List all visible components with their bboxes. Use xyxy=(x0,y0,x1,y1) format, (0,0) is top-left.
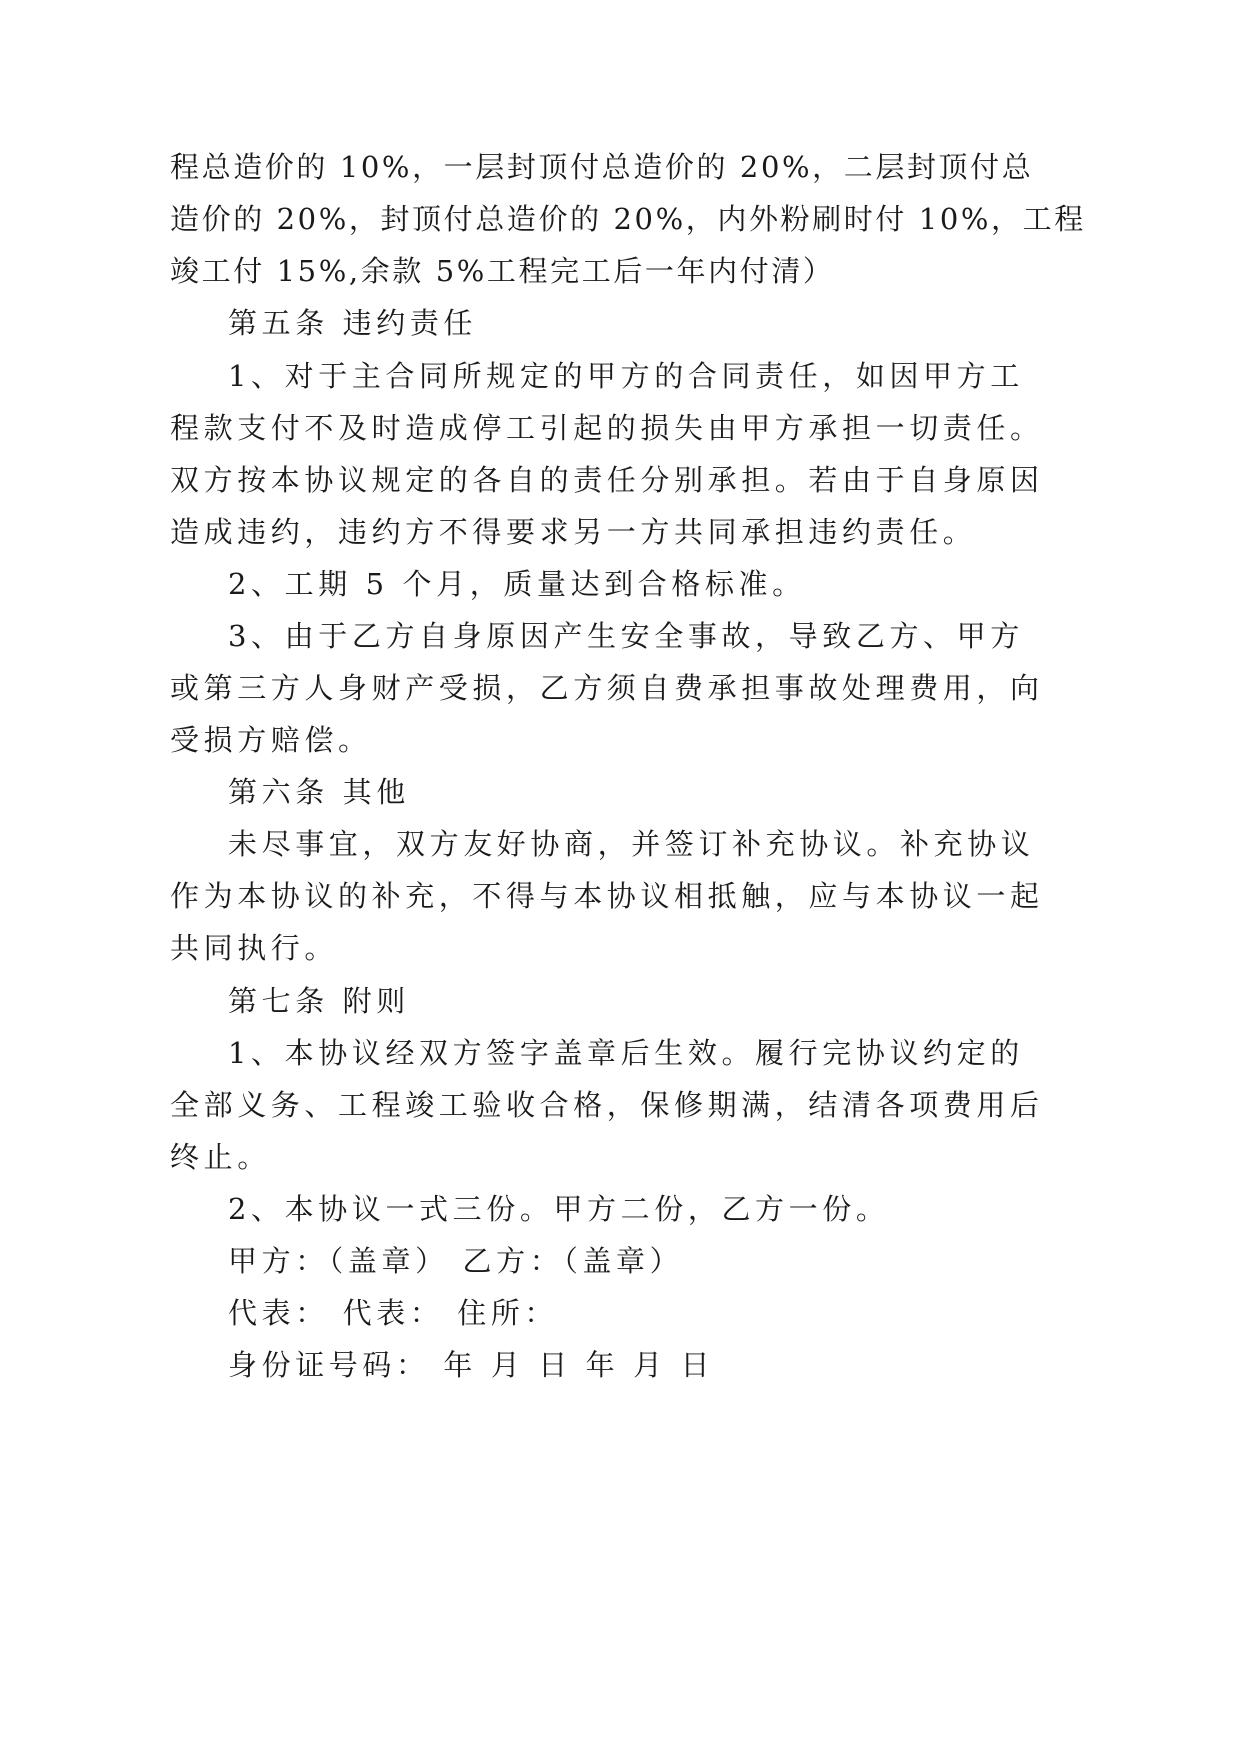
text-line: 造成违约，违约方不得要求另一方共同承担违约责任。 xyxy=(170,515,977,549)
signature-line: 代表： 代表： 住所： xyxy=(228,1296,559,1330)
text-line: 2、本协议一式三份。甲方二份，乙方一份。 xyxy=(228,1192,890,1226)
text-line: 竣工付 15%,余款 5%工程完工后一年内付清） xyxy=(170,254,835,288)
text-line: 全部义务、工程竣工验收合格，保修期满，结清各项费用后 xyxy=(170,1088,1044,1122)
text-line: 造价的 20%，封顶付总造价的 20%，内外粉刷时付 10%，工程 xyxy=(170,202,1086,236)
text-line: 受损方赔偿。 xyxy=(170,723,372,757)
section-heading: 第五条 违约责任 xyxy=(228,306,478,340)
section-heading: 第七条 附则 xyxy=(228,984,410,1018)
text-line: 2、工期 5 个月，质量达到合格标准。 xyxy=(228,567,806,601)
text-line: 程总造价的 10%，一层封顶付总造价的 20%，二层封顶付总 xyxy=(170,150,1034,184)
text-line: 或第三方人身财产受损，乙方须自费承担事故处理费用，向 xyxy=(170,671,1044,705)
text-line: 作为本协议的补充，不得与本协议相抵触，应与本协议一起 xyxy=(170,879,1044,913)
text-line: 共同执行。 xyxy=(170,931,339,965)
signature-line: 甲方：（盖章） 乙方：（盖章） xyxy=(228,1244,684,1278)
text-line: 终止。 xyxy=(170,1140,271,1174)
signature-line: 身份证号码： 年 月 日 年 月 日 xyxy=(228,1348,715,1382)
text-line: 程款支付不及时造成停工引起的损失由甲方承担一切责任。 xyxy=(170,411,1044,445)
text-line: 3、由于乙方自身原因产生安全事故，导致乙方、甲方 xyxy=(228,619,1024,653)
text-line: 双方按本协议规定的各自的责任分别承担。若由于自身原因 xyxy=(170,463,1044,497)
text-line: 未尽事宜，双方友好协商，并签订补充协议。补充协议 xyxy=(228,827,1035,861)
text-line: 1、本协议经双方签字盖章后生效。履行完协议约定的 xyxy=(228,1036,1024,1070)
text-line: 1、对于主合同所规定的甲方的合同责任，如因甲方工 xyxy=(228,359,1024,393)
section-heading: 第六条 其他 xyxy=(228,775,410,809)
